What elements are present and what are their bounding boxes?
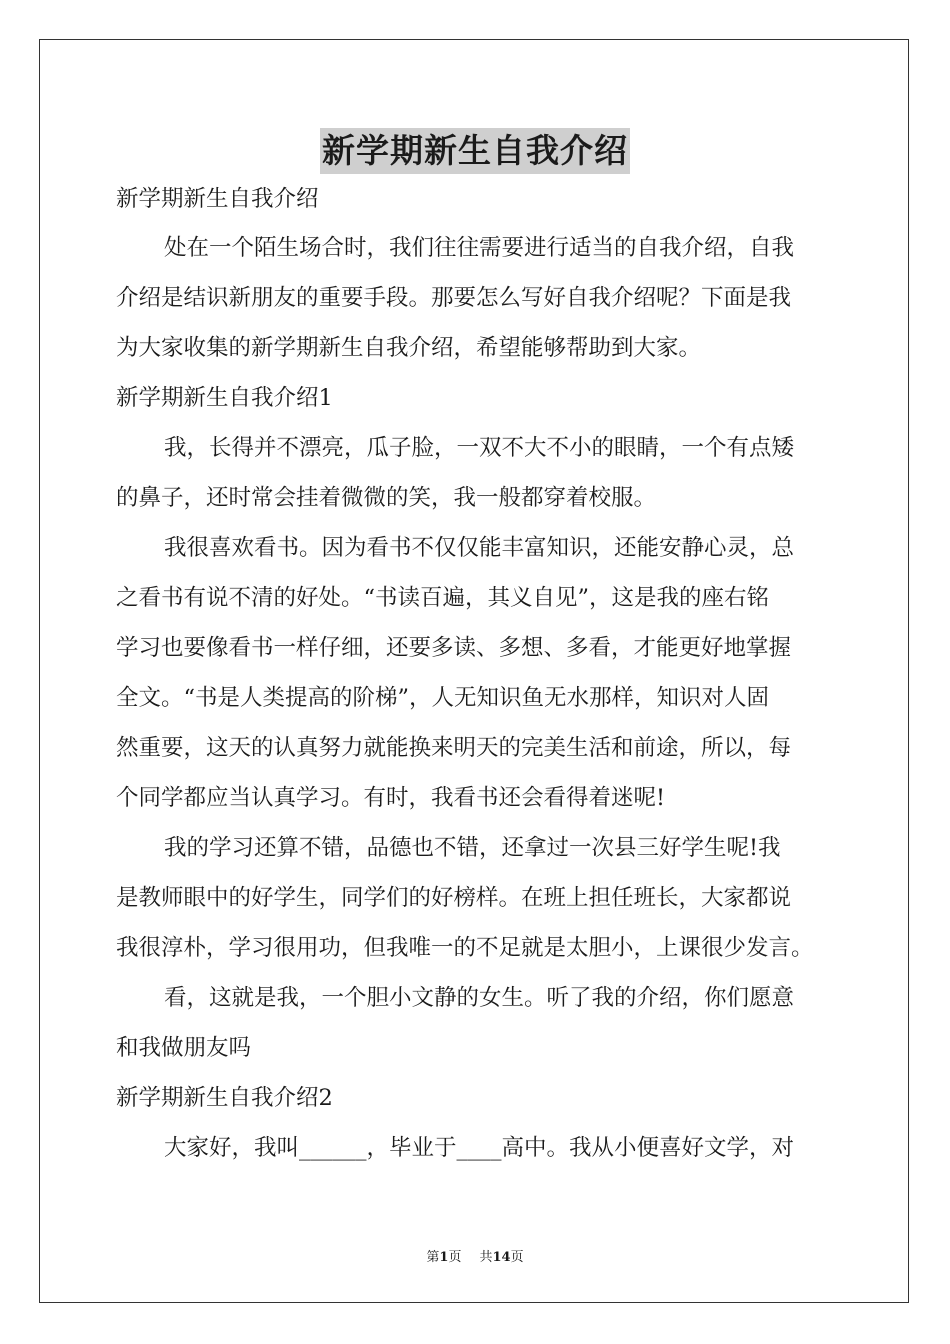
section-heading: 新学期新生自我介绍2 [116,1085,333,1111]
body-line: 我的学习还算不错，品德也不错，还拿过一次县三好学生呢!我 [164,835,781,861]
body-line: 的鼻子，还时常会挂着微微的笑，我一般都穿着校服。 [116,485,657,511]
document-title-wrapper [0,128,950,174]
body-line: 我很淳朴，学习很用功，但我唯一的不足就是太胆小，上课很少发言。 [116,935,814,961]
body-line: 新学期新生自我介绍 [116,186,319,212]
page-label-suffix: 页 [448,1250,462,1265]
body-line: 大家好，我叫______，毕业于____高中。我从小便喜好文学，对 [164,1135,795,1161]
body-line: 学习也要像看书一样仔细，还要多读、多想、多看，才能更好地掌握 [116,635,792,661]
body-line: 之看书有说不清的好处。“书读百遍，其义自见”，这是我的座右铭 [116,585,770,611]
body-line: 为大家收集的新学期新生自我介绍，希望能够帮助到大家。 [116,335,702,361]
total-pages-suffix: 页 [510,1250,524,1265]
section-heading: 新学期新生自我介绍1 [116,385,333,411]
body-line: 看，这就是我，一个胆小文静的女生。听了我的介绍，你们愿意 [164,985,795,1011]
page-label-prefix: 第 [426,1250,440,1265]
total-pages-prefix: 共 [479,1250,493,1265]
body-line: 是教师眼中的好学生，同学们的好榜样。在班上担任班长，大家都说 [116,885,792,911]
body-line: 和我做朋友吗 [116,1035,252,1061]
body-line: 处在一个陌生场合时，我们往往需要进行适当的自我介绍，自我 [164,235,795,261]
document-title: 新学期新生自我介绍 [320,128,630,174]
body-line: 全文。“书是人类提高的阶梯”，人无知识鱼无水那样，知识对人固 [116,685,770,711]
body-line: 我很喜欢看书。因为看书不仅仅能丰富知识，还能安静心灵，总 [164,535,795,561]
document-body [116,175,836,1173]
page-footer [0,1249,950,1267]
body-line: 然重要，这天的认真努力就能换来明天的完美生活和前途，所以，每 [116,735,792,761]
body-line: 介绍是结识新朋友的重要手段。那要怎么写好自我介绍呢？下面是我 [116,285,792,311]
body-line: 我，长得并不漂亮，瓜子脸，一双不大不小的眼睛，一个有点矮 [164,435,795,461]
body-line: 个同学都应当认真学习。有时，我看书还会看得着迷呢! [116,785,666,811]
page-number: 1 [439,1250,449,1265]
total-pages: 14 [492,1250,511,1265]
